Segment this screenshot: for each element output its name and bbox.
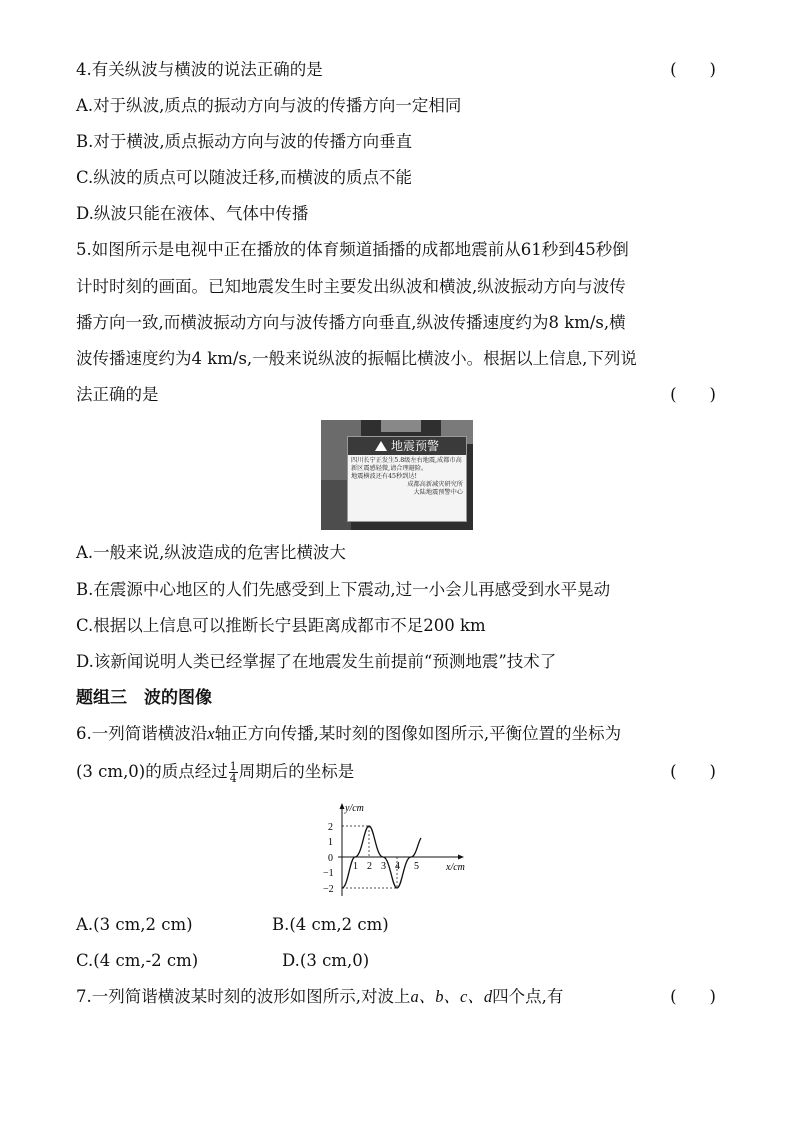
q5-stem-line3: 播方向一致,而横波振动方向与波传播方向垂直,纵波传播速度约为8 km/s,横: [76, 313, 626, 332]
q5-stem-line1: 5.如图所示是电视中正在播放的体育频道插播的成都地震前从61秒到45秒倒: [76, 240, 629, 259]
q4-option-d: D.纵波只能在液体、气体中传播: [76, 204, 309, 223]
q6-stem-line2: (3 cm,0)的质点经过 $\frac{1}{4}$ 周期后的坐标是: [76, 760, 355, 785]
q4-option-b: B.对于横波,质点振动方向与波的传播方向垂直: [76, 132, 413, 151]
warning-title: 地震预警: [390, 439, 439, 453]
y-tick-neg1: −1: [323, 868, 334, 879]
q5-stem-line4: 波传播速度约为4 km/s,一般来说纵波的振幅比横波小。根据以上信息,下列说: [76, 349, 637, 368]
q5-answer-bracket: ( ): [670, 385, 716, 404]
y-tick-0: 0: [328, 853, 333, 864]
q6-answer-bracket: ( ): [670, 762, 716, 781]
q6-option-a: A.(3 cm,2 cm): [76, 915, 193, 934]
q7-stem: 7.一列简谐横波某时刻的波形如图所示,对波上a、b、c、d四个点,有: [76, 987, 564, 1006]
x-tick-2: 2: [367, 861, 372, 872]
q7-answer-bracket: ( ): [670, 987, 716, 1006]
warning-text-1: 四川长宁正发生5.8级左右地震,成都市高新区震感轻微,请合理避险。: [351, 457, 462, 472]
q6-option-c: C.(4 cm,-2 cm): [76, 951, 199, 970]
earthquake-warning-photo: [321, 420, 473, 530]
x-tick-1: 1: [353, 861, 358, 872]
q4-stem: 4.有关纵波与横波的说法正确的是: [76, 60, 323, 79]
x-tick-5: 5: [414, 861, 419, 872]
y-tick-neg2: −2: [323, 884, 334, 895]
x-tick-4: 4: [395, 861, 400, 872]
wave-graph: [312, 800, 482, 900]
q4-option-a: A.对于纵波,质点的振动方向与波的传播方向一定相同: [76, 96, 462, 115]
warning-triangle-icon: [375, 441, 387, 451]
y-axis-arrow: [340, 803, 345, 809]
q6-option-b: B.(4 cm,2 cm): [272, 915, 389, 934]
wave-curve: [342, 826, 421, 888]
warning-text-4: 大陆地震预警中心: [413, 489, 463, 496]
q5-option-b: B.在震源中心地区的人们先感受到上下震动,过一小会儿再感受到水平晃动: [76, 580, 611, 599]
q5-stem-line2: 计时时刻的画面。已知地震发生时主要发出纵波和横波,纵波振动方向与波传: [76, 277, 626, 296]
y-tick-2: 2: [328, 822, 333, 833]
q5-stem-line5: 法正确的是: [76, 385, 159, 404]
warning-text-2: 地震横波还有45秒到达!: [351, 473, 418, 480]
x-axis-arrow: [458, 855, 464, 860]
y-tick-1: 1: [328, 837, 333, 848]
warning-panel: [347, 436, 467, 522]
q5-option-c: C.根据以上信息可以推断长宁县距离成都市不足200 km: [76, 616, 486, 635]
q6-option-d: D.(3 cm,0): [282, 951, 370, 970]
q4-option-c: C.纵波的质点可以随波迁移,而横波的质点不能: [76, 168, 413, 187]
q5-option-d: D.该新闻说明人类已经掌握了在地震发生前提前“预测地震”技术了: [76, 652, 557, 671]
x-axis-label: x/cm: [446, 862, 465, 873]
fraction-one-quarter: $\frac{1}{4}$: [229, 760, 237, 785]
q5-option-a: A.一般来说,纵波造成的危害比横波大: [76, 543, 346, 562]
q6-stem-line1: 6.一列简谐横波沿x轴正方向传播,某时刻的图像如图所示,平衡位置的坐标为: [76, 724, 622, 743]
section-heading: 题组三 波的图像: [76, 688, 212, 708]
warning-text-3: 成都高新减灾研究所: [407, 481, 463, 488]
q4-answer-bracket: ( ): [670, 60, 716, 79]
x-tick-3: 3: [381, 861, 386, 872]
y-axis-label: y/cm: [345, 803, 364, 814]
